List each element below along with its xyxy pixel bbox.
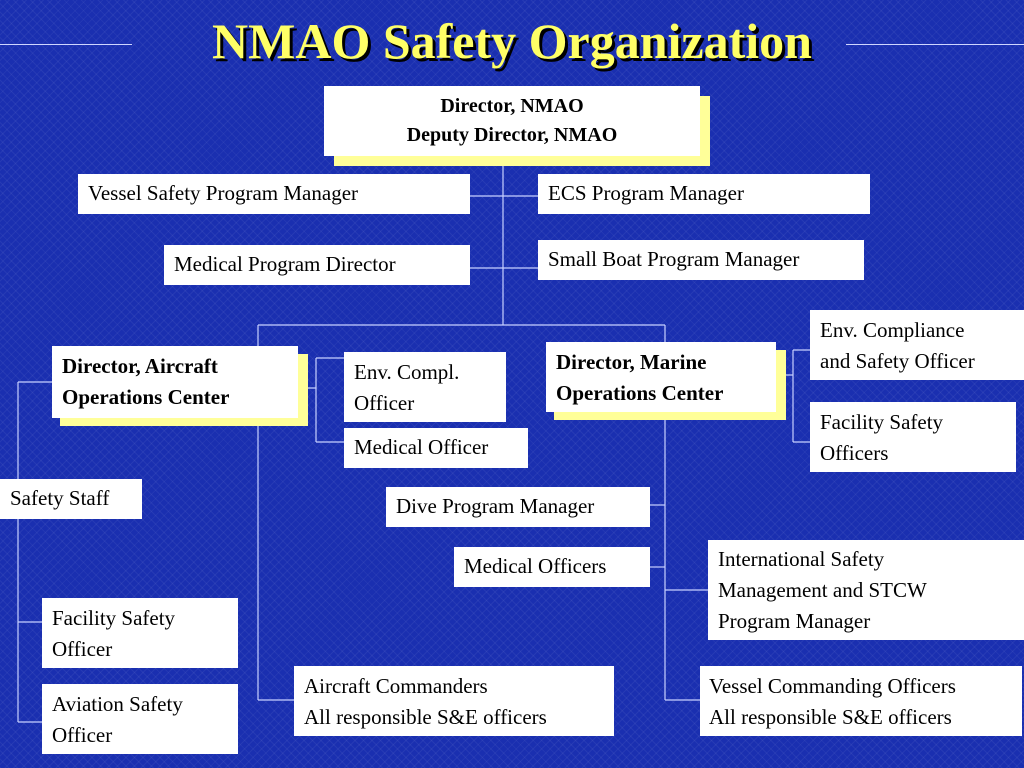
vessel-commanding-officers-box: Vessel Commanding Officers All responsible S&E officers — [700, 666, 1022, 736]
ism-stcw-program-manager-box: International Safety Management and STCW Program Manager — [708, 540, 1024, 640]
aviation-safety-officer-box: Aviation Safety Officer — [42, 684, 238, 754]
small-boat-program-manager-box: Small Boat Program Manager — [538, 240, 864, 280]
dive-program-manager-box: Dive Program Manager — [386, 487, 650, 527]
moc-facility-safety-officers-box: Facility Safety Officers — [810, 402, 1016, 472]
moc-env-compliance-officer-box: Env. Compliance and Safety Officer — [810, 310, 1024, 380]
medical-program-director-box: Medical Program Director — [164, 245, 470, 285]
aoc-env-compl-officer-box: Env. Compl. Officer — [344, 352, 506, 422]
ecs-program-manager-box: ECS Program Manager — [538, 174, 870, 214]
safety-staff-box: Safety Staff — [0, 479, 142, 519]
page-title: NMAO Safety Organization — [212, 13, 812, 69]
aircraft-commanders-box: Aircraft Commanders All responsible S&E officers — [294, 666, 614, 736]
aoc-medical-officer-box: Medical Officer — [344, 428, 528, 468]
moc-medical-officers-box: Medical Officers — [454, 547, 650, 587]
vessel-safety-program-manager-box: Vessel Safety Program Manager — [78, 174, 470, 214]
director-box: Director, NMAO Deputy Director, NMAO — [324, 86, 700, 156]
moc-director-box: Director, Marine Operations Center — [546, 342, 776, 412]
aoc-facility-safety-officer-box: Facility Safety Officer — [42, 598, 238, 668]
aoc-director-box: Director, Aircraft Operations Center — [52, 346, 298, 418]
